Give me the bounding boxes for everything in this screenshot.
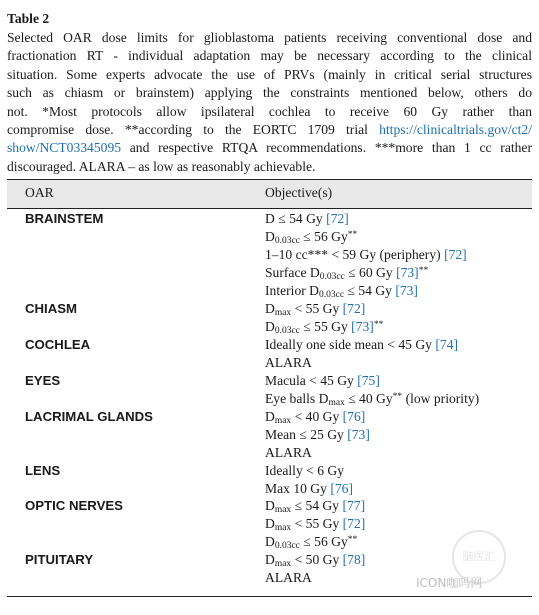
- dose-subscript: max: [274, 416, 292, 426]
- objective-line: [265, 516, 365, 533]
- objective-text: D: [265, 409, 275, 424]
- oar-name: LACRIMAL GLANDS: [25, 409, 153, 424]
- caption-line: [7, 139, 532, 157]
- reference-link[interactable]: [77]: [342, 498, 366, 513]
- objective-text: Macula < 45 Gy: [265, 373, 358, 388]
- reference-link[interactable]: [76]: [342, 409, 366, 424]
- objective-line: [265, 409, 365, 426]
- table-header-rule: [7, 208, 532, 209]
- watermark-text: ICON咖吗网: [416, 576, 483, 590]
- reference-link[interactable]: [72]: [444, 246, 467, 262]
- objective-text: 1–10 cc*** < 59 Gy (periphery): [265, 246, 445, 262]
- objective-text: ≤ 60 Gy: [344, 264, 397, 280]
- dose-subscript: 0.03cc: [274, 325, 300, 336]
- dose-subscript: 0.03cc: [274, 540, 300, 551]
- reference-link[interactable]: [72]: [342, 301, 366, 316]
- objective-text: Interior D: [265, 282, 319, 298]
- oar-table: [7, 179, 532, 597]
- objective-text: ≤ 54 Gy: [344, 282, 396, 298]
- objective-line: [265, 211, 349, 227]
- dose-subscript: 0.03cc: [318, 289, 345, 300]
- oar-name: OPTIC NERVES: [25, 498, 123, 513]
- objective-text: ALARA: [265, 569, 312, 585]
- reference-link[interactable]: [76]: [330, 480, 353, 496]
- objective-line: [265, 355, 312, 371]
- objective-text: ALARA: [265, 444, 312, 460]
- oar-name: COCHLEA: [25, 337, 91, 352]
- objective-text: ≤ 55 Gy: [299, 318, 352, 334]
- objective-text: D: [265, 515, 275, 531]
- caption-line: not. *Most protocols allow ipsilateral cochlea to receive 60 Gy rather than: [7, 103, 532, 119]
- objective-line: [265, 247, 467, 263]
- caption-text: and respective RTQA recommendations. ***more than 1 cc rather: [121, 140, 532, 156]
- caption-line: Selected OAR dose limits for glioblastoma patients receiving conventional dose and: [7, 30, 532, 45]
- objective-line: [265, 337, 458, 353]
- objective-line: [265, 570, 312, 586]
- objective-text: ≤ 40 Gy: [344, 390, 393, 406]
- footnote-mark: **: [373, 319, 384, 330]
- objective-text: Ideally one side mean < 45 Gy: [265, 337, 436, 352]
- objective-line: [265, 463, 344, 479]
- dose-subscript: max: [274, 522, 292, 533]
- objective-text: Max 10 Gy: [265, 480, 331, 496]
- reference-link[interactable]: [73]: [396, 264, 419, 280]
- objective-line: [265, 229, 357, 246]
- objective-text: D: [265, 318, 275, 334]
- reference-link[interactable]: [72]: [326, 211, 349, 226]
- objective-text: ≤ 56 Gy: [299, 533, 348, 549]
- objective-line: [265, 283, 418, 300]
- table-top-rule: [7, 179, 532, 180]
- reference-link[interactable]: [73]: [351, 318, 374, 334]
- objective-line: [265, 373, 380, 389]
- caption-line: discouraged. ALARA – as low as reasonably achievable.: [7, 158, 316, 174]
- reference-link[interactable]: [72]: [342, 515, 366, 531]
- oar-name: CHIASM: [25, 301, 78, 316]
- objective-text: ALARA: [265, 354, 312, 370]
- objective-line: [265, 534, 357, 551]
- objective-line: [265, 391, 479, 408]
- dose-subscript: max: [274, 308, 292, 318]
- dose-subscript: max: [328, 397, 345, 408]
- footnote-mark: **: [347, 534, 358, 545]
- oar-name: PITUITARY: [25, 552, 94, 567]
- objective-text: Ideally < 6 Gy: [265, 463, 345, 478]
- caption-line: situation. Some experts advocate the use of PRVs (mainly in critical serial structures: [7, 66, 532, 82]
- footnote-mark: **: [347, 229, 358, 240]
- objective-text: D ≤ 54 Gy: [265, 211, 327, 226]
- objective-line: [265, 481, 353, 497]
- dose-subscript: 0.03cc: [319, 271, 345, 282]
- objective-text: D: [265, 533, 275, 549]
- objective-text: D: [265, 228, 275, 244]
- objective-text: < 55 Gy: [291, 301, 343, 316]
- trial-link[interactable]: https://clinicaltrials.gov/ct2/: [379, 122, 532, 138]
- header-objectives: Objective(s): [265, 185, 333, 200]
- oar-name: BRAINSTEM: [25, 211, 104, 226]
- objective-text: Mean ≤ 25 Gy: [265, 426, 348, 442]
- reference-link[interactable]: [73]: [395, 282, 418, 298]
- objective-line: [265, 498, 365, 515]
- table-caption: [7, 29, 532, 176]
- objective-text: ≤ 54 Gy: [291, 498, 343, 513]
- dose-subscript: max: [274, 505, 292, 515]
- objective-line: [265, 427, 370, 443]
- caption-text: compromise dose. **according to the EORTC 1709 trial: [7, 122, 380, 138]
- objective-text: D: [265, 498, 275, 513]
- caption-line: such as chiasm or brainstem) applying the constraints mentioned below, others do: [7, 85, 532, 101]
- objective-line: [265, 552, 365, 569]
- objective-line: [265, 265, 428, 282]
- footnote-mark: **: [418, 265, 429, 276]
- objective-text: < 50 Gy: [291, 552, 343, 567]
- objective-line: [265, 445, 312, 461]
- objective-text: Eye balls D: [265, 390, 329, 406]
- objective-line: [265, 319, 383, 336]
- caption-line: [7, 121, 532, 139]
- objective-text: D: [265, 552, 275, 567]
- reference-link[interactable]: [73]: [347, 426, 370, 442]
- table-bottom-rule: [7, 596, 532, 597]
- objective-text: < 55 Gy: [291, 515, 343, 531]
- trial-link-cont[interactable]: show/NCT03345095: [7, 140, 122, 156]
- reference-link[interactable]: [74]: [435, 337, 459, 352]
- caption-line: fractionation RT - individual adaptation may be necessary according to the clinical: [7, 48, 532, 64]
- objective-text: ≤ 56 Gy: [299, 228, 348, 244]
- objective-line: [265, 301, 365, 318]
- reference-link[interactable]: [78]: [342, 552, 366, 567]
- reference-link[interactable]: [75]: [357, 373, 380, 388]
- footnote-mark: **: [392, 391, 403, 402]
- objective-text: < 40 Gy: [291, 409, 343, 424]
- header-oar: OAR: [25, 185, 54, 200]
- dose-subscript: 0.03cc: [274, 235, 300, 246]
- oar-name: LENS: [25, 463, 61, 478]
- objective-text: Surface D: [265, 264, 320, 280]
- dose-subscript: max: [274, 559, 292, 569]
- objective-text: D: [265, 301, 275, 316]
- oar-name: EYES: [25, 373, 61, 388]
- table-title: Table 2: [7, 11, 50, 26]
- objective-text: (low priority): [402, 390, 480, 406]
- watermark-seal: 脑医汇: [452, 530, 506, 584]
